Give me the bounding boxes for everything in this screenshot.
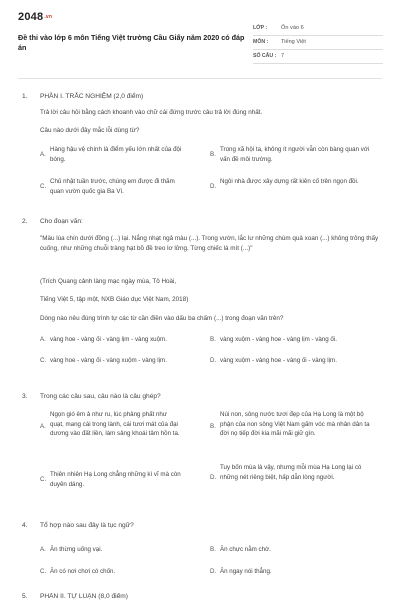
meta-value: Ôn vào 6 [281,24,304,31]
option-d[interactable] [210,356,385,366]
option-label: B. [210,423,216,430]
option-text: Ăn thừng uống vại. [50,546,103,553]
section-heading: PHẦN I. TRẮC NGHIỆM (2,0 điểm) [40,93,144,100]
header [18,10,382,72]
option-label: C. [40,476,47,483]
option-text: vàng xuộm - vàng hoe - vàng ối - vàng lịm. [220,357,337,364]
option-a[interactable] [40,545,182,555]
header-divider [18,78,382,79]
site-logo[interactable] [18,10,52,25]
question-number: 3. [22,393,28,400]
option-text: Trong xã hội ta, không ít người vẫn còn bàng quan với vấn đề môi trường. [220,146,370,163]
option-b[interactable] [210,545,352,555]
option-b[interactable] [210,145,370,164]
option-label: A. [40,546,46,553]
option-a[interactable] [40,335,210,345]
option-label: A. [40,423,46,430]
option-text: vàng hoe - vàng ối - vàng xuộm - vàng lịm. [50,357,167,364]
meta-key: SỐ CÂU : [253,52,277,59]
section-heading: PHẦN II. TỰ LUẬN (8,0 điểm) [40,593,128,600]
option-text: vàng hoe - vàng ối - vàng lịm - vàng xuộm. [50,336,167,343]
option-b[interactable] [210,335,385,345]
option-text: Ăn có nơi chơi có chốn. [50,568,116,575]
question-heading: Cho đoạn văn: [40,218,83,225]
page-title: Đề thi vào lớp 6 môn Tiếng Việt trường Cầu Giấy năm 2020 có đáp án [18,33,245,53]
option-label: B. [210,336,216,343]
option-label: A. [40,151,46,158]
question-5 [18,593,382,600]
source-line-1: (Trích Quang cảnh làng mạc ngày mùa, Tô Hoài, [40,278,177,285]
option-label: D. [210,568,217,575]
option-text: Núi non, sông nước tươi đẹp của Hạ Long là một bộ phận của non sông Việt Nam gấm vóc mà nhân dân ta đời nọ tiếp đời kia mãi mãi giữ gìn. [220,411,370,438]
option-text: Hàng hậu vệ chính là điểm yếu lớn nhất của đội bóng. [50,146,182,163]
option-label: B. [210,546,216,553]
meta-value: 7 [281,52,285,59]
option-c[interactable] [40,356,210,366]
option-text: Ăn ngay nói thẳng. [220,568,272,575]
instruction-text: Trả lời câu hỏi bằng cách khoanh vào chữ cái đứng trước câu trả lời đúng nhất. [40,109,263,116]
option-label: B. [210,151,216,158]
option-label: A. [40,336,46,343]
option-a[interactable] [40,145,182,164]
question-text: Dòng nào nêu đúng trình tự các từ cần điền vào dấu ba chấm (...) trong đoạn văn trên? [40,315,284,322]
option-label: D. [210,474,217,481]
option-label: C. [40,357,47,364]
question-number: 5. [22,593,28,600]
meta-row-count [253,50,383,64]
passage-text: "Màu lúa chín dưới đồng (...) lại. Nắng nhạt ngả màu (...). Trong vườn, lắc lư những chùm quả xoan (...) không trông thấy cuống, như những chuỗi tràng hạt bồ đề treo lơ lửng. Từng chiếc lá mít (...)" [40,235,379,252]
option-label: C. [40,183,47,190]
option-b[interactable] [210,410,370,439]
option-label: C. [40,568,47,575]
meta-row-grade [253,22,383,36]
exam-meta [253,22,383,64]
question-number: 4. [22,522,28,529]
meta-key: LỚP : [253,24,268,31]
logo-text: 2048 [18,11,44,23]
option-text: Ngôi nhà được xây dựng rất kiên cố trên ngọn đồi. [220,178,359,185]
meta-value: Tiếng Việt [281,38,306,45]
option-text: Ngọn gió êm ả như ru, lúc phảng phất như quạt, mang cái trong lành, cái tươi mát của đại dương vào đất liền, làm sảng khoái tâm hồn ta. [50,411,180,438]
question-number: 2. [22,218,28,225]
logo-suffix: .vn [44,14,53,20]
option-label: D. [210,183,217,190]
meta-row-subject [253,36,383,50]
meta-key: MÔN : [253,38,269,45]
option-text: vàng xuộm - vàng hoe - vàng lịm - vàng ối. [220,336,337,343]
option-label: D. [210,357,217,364]
option-c[interactable] [40,567,182,577]
source-line-2: Tiếng Việt 5, tập một, NXB Giáo dục Việt Nam, 2018) [40,296,189,303]
option-a[interactable] [40,410,182,439]
option-text: Tuy bốn mùa là vậy, nhưng mỗi mùa Hạ Long lại có những nét riêng biệt, hấp dẫn lòng người. [220,464,362,481]
question-text: Câu nào dưới đây mắc lỗi dùng từ? [40,127,140,134]
option-c[interactable] [40,177,182,196]
option-text: Ăn chực nằm chờ. [220,546,271,553]
option-c[interactable] [40,470,182,489]
option-d[interactable] [210,463,370,483]
option-text: Chủ nhật tuần trước, chúng em được đi thăm quan vườn quốc gia Ba Vì. [50,178,175,195]
question-heading: Trong các câu sau, câu nào là câu ghép? [40,393,161,400]
option-d[interactable] [210,177,370,192]
question-number: 1. [22,93,28,100]
option-text: Thiên nhiên Hạ Long chẳng những kì vĩ mà còn duyên dáng. [50,471,181,488]
option-d[interactable] [210,567,352,577]
question-heading: Tổ hợp nào sau đây là tục ngữ? [40,522,134,529]
